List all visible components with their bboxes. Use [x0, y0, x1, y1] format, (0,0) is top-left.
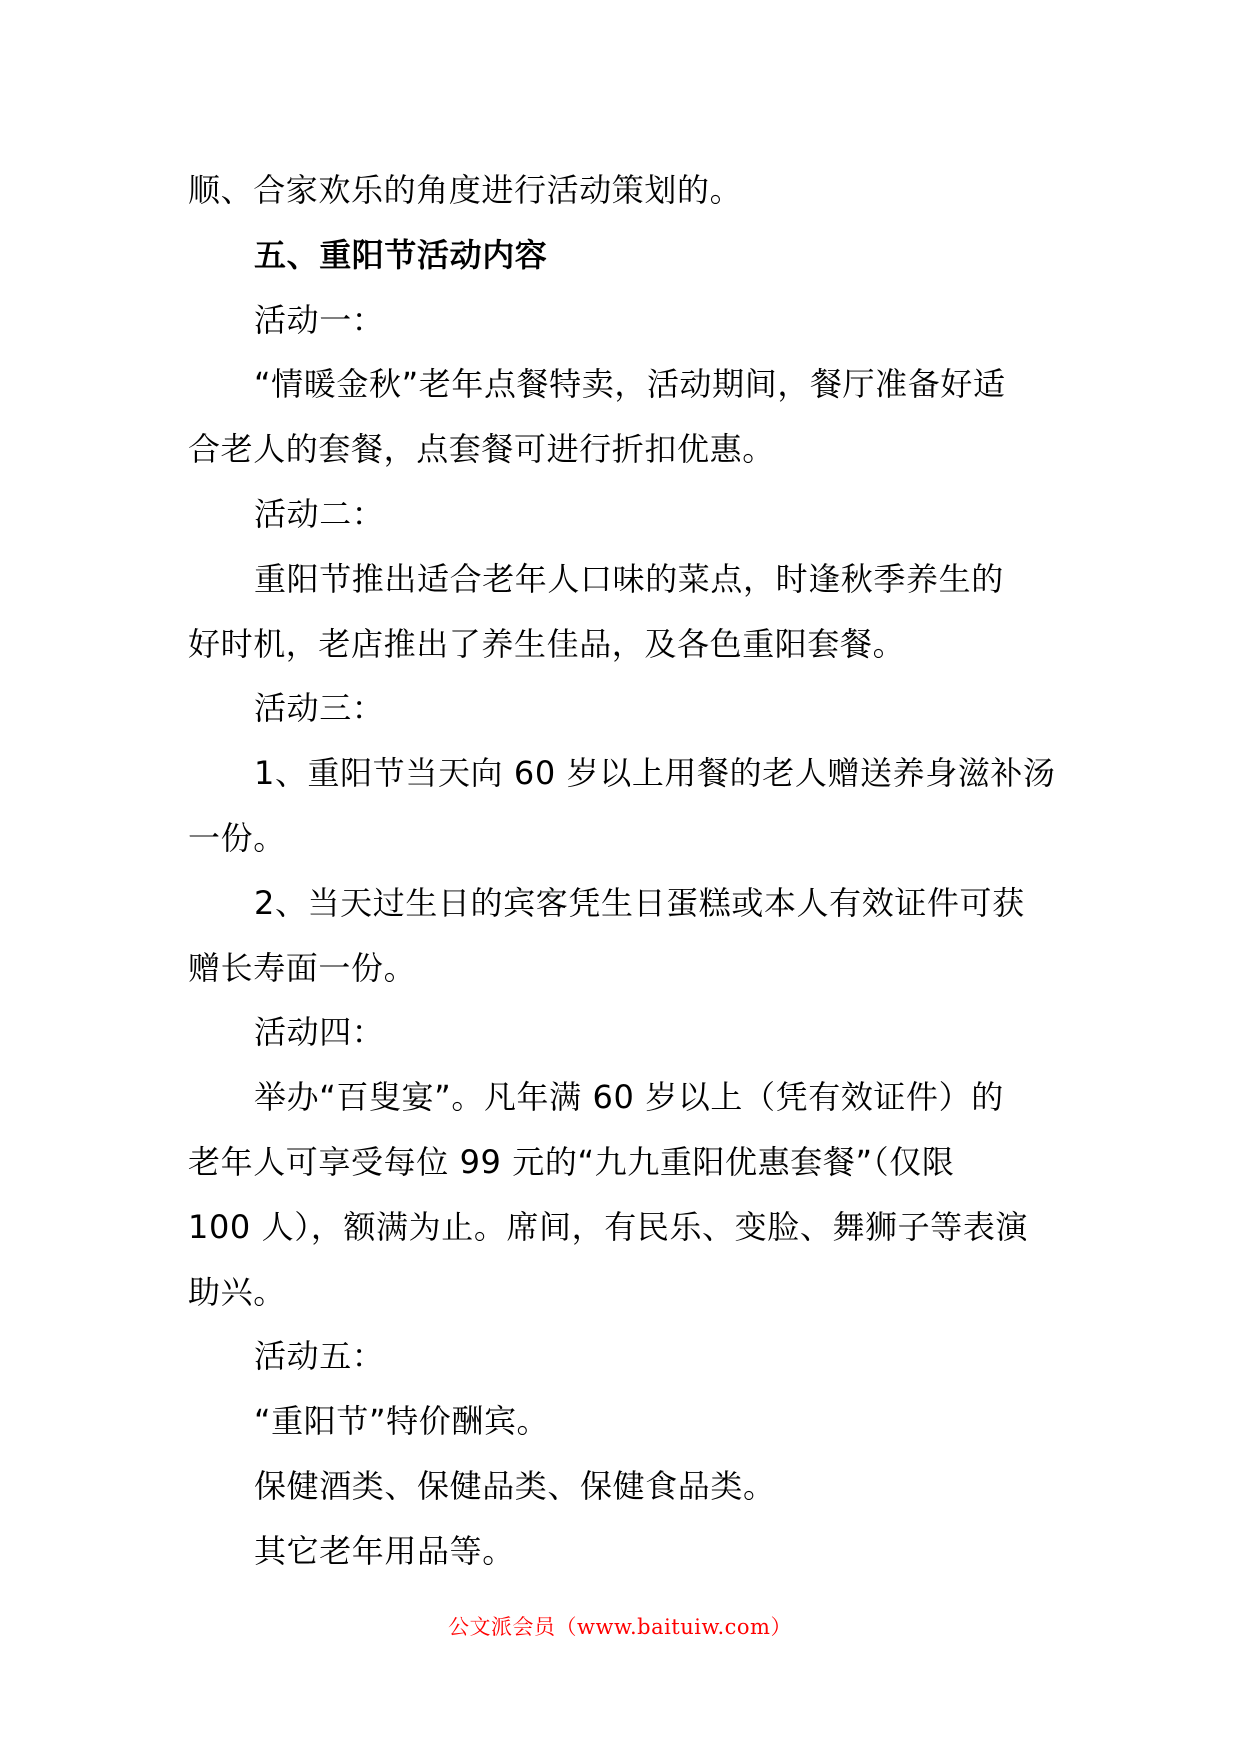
activity-label: 活动五： — [254, 1337, 385, 1376]
paragraph-line: 助兴。 — [188, 1272, 286, 1311]
paragraph-line: 1、重阳节当天向 60 岁以上用餐的老人赠送养身滋补汤 — [254, 754, 1056, 793]
paragraph-line: 举办“百叟宴”。凡年满 60 岁以上（凭有效证件）的 — [254, 1078, 1004, 1117]
paragraph-line: 100 人），额满为止。席间，有民乐、变脸、舞狮子等表演 — [188, 1207, 1029, 1246]
paragraph-line: “情暖金秋”老年点餐特卖，活动期间，餐厅准备好适 — [254, 365, 1006, 404]
footer-watermark: 公文派会员（www.baituiw.com） — [448, 1615, 792, 1639]
paragraph-line: 顺、合家欢乐的角度进行活动策划的。 — [188, 171, 743, 209]
paragraph-line: 赠长寿面一份。 — [188, 948, 417, 987]
activity-label: 活动三： — [254, 689, 385, 728]
section-heading: 五、重阳节活动内容 — [254, 235, 548, 274]
document-body — [188, 158, 1054, 1584]
paragraph-line: 重阳节推出适合老年人口味的菜点，时逢秋季养生的 — [254, 559, 1004, 598]
paragraph-line: 老年人可享受每位 99 元的“九九重阳优惠套餐”（仅限 — [188, 1142, 955, 1181]
activity-label: 活动四： — [254, 1013, 385, 1052]
paragraph-line: 一份。 — [188, 818, 286, 857]
paragraph-line: 其它老年用品等。 — [254, 1531, 515, 1570]
activity-label: 活动一： — [254, 300, 385, 339]
activity-label: 活动二： — [254, 494, 385, 533]
paragraph-line: 好时机，老店推出了养生佳品，及各色重阳套餐。 — [188, 624, 906, 663]
paragraph-line: 合老人的套餐，点套餐可进行折扣优惠。 — [188, 430, 775, 469]
paragraph-line: 2、当天过生日的宾客凭生日蛋糕或本人有效证件可获 — [254, 883, 1025, 922]
paragraph-line: “重阳节”特价酬宾。 — [254, 1402, 550, 1441]
paragraph-line: 保健酒类、保健品类、保健食品类。 — [254, 1466, 776, 1505]
